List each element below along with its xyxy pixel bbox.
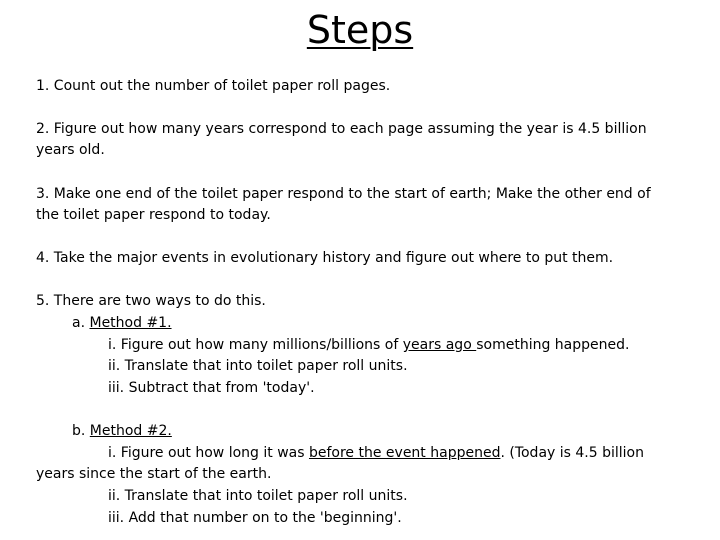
method-2-step-i-underlined: before the event happened: [308, 445, 501, 461]
step-2-line-1: 2. Figure out how many years correspond to each page assuming the year is 4.5 billion: [36, 121, 647, 137]
method-2-heading: [72, 421, 172, 441]
method-2-label: Method #2.: [89, 423, 172, 439]
method-1-step-i-end: something happened.: [476, 337, 630, 353]
step-1: 1. Count out the number of toilet paper roll pages.: [36, 78, 391, 94]
method-1-step-i-text: i. Figure out how many millions/billions of: [108, 337, 403, 353]
method-1-step-i: [108, 335, 629, 355]
method-2-prefix: b.: [72, 423, 90, 439]
method-1-heading: [72, 313, 172, 333]
step-3-line-2: the toilet paper respond to today.: [36, 207, 271, 223]
method-2-step-i: [108, 443, 644, 463]
method-2-step-i-text: i. Figure out how long it was: [108, 445, 309, 461]
step-3-line-1: 3. Make one end of the toilet paper respond to the start of earth; Make the other end of: [36, 186, 651, 202]
method-2-step-i-end: . (Today is 4.5 billion: [500, 445, 644, 461]
method-2-step-ii: ii. Translate that into toilet paper roll units.: [108, 488, 408, 504]
slide-title: Steps: [306, 8, 414, 52]
method-1-step-iii: iii. Subtract that from 'today'.: [108, 380, 315, 396]
method-2-step-i-line-2: years since the start of the earth.: [36, 466, 272, 482]
method-1-label: Method #1.: [89, 315, 172, 331]
method-1-step-ii: ii. Translate that into toilet paper roll units.: [108, 358, 408, 374]
method-1-step-i-underlined: years ago: [402, 337, 477, 353]
method-1-prefix: a.: [72, 315, 90, 331]
method-2-step-iii: iii. Add that number on to the 'beginning'.: [108, 510, 402, 526]
step-5: 5. There are two ways to do this.: [36, 293, 266, 309]
step-4: 4. Take the major events in evolutionary history and figure out where to put them.: [36, 250, 614, 266]
step-2-line-2: years old.: [36, 142, 105, 158]
